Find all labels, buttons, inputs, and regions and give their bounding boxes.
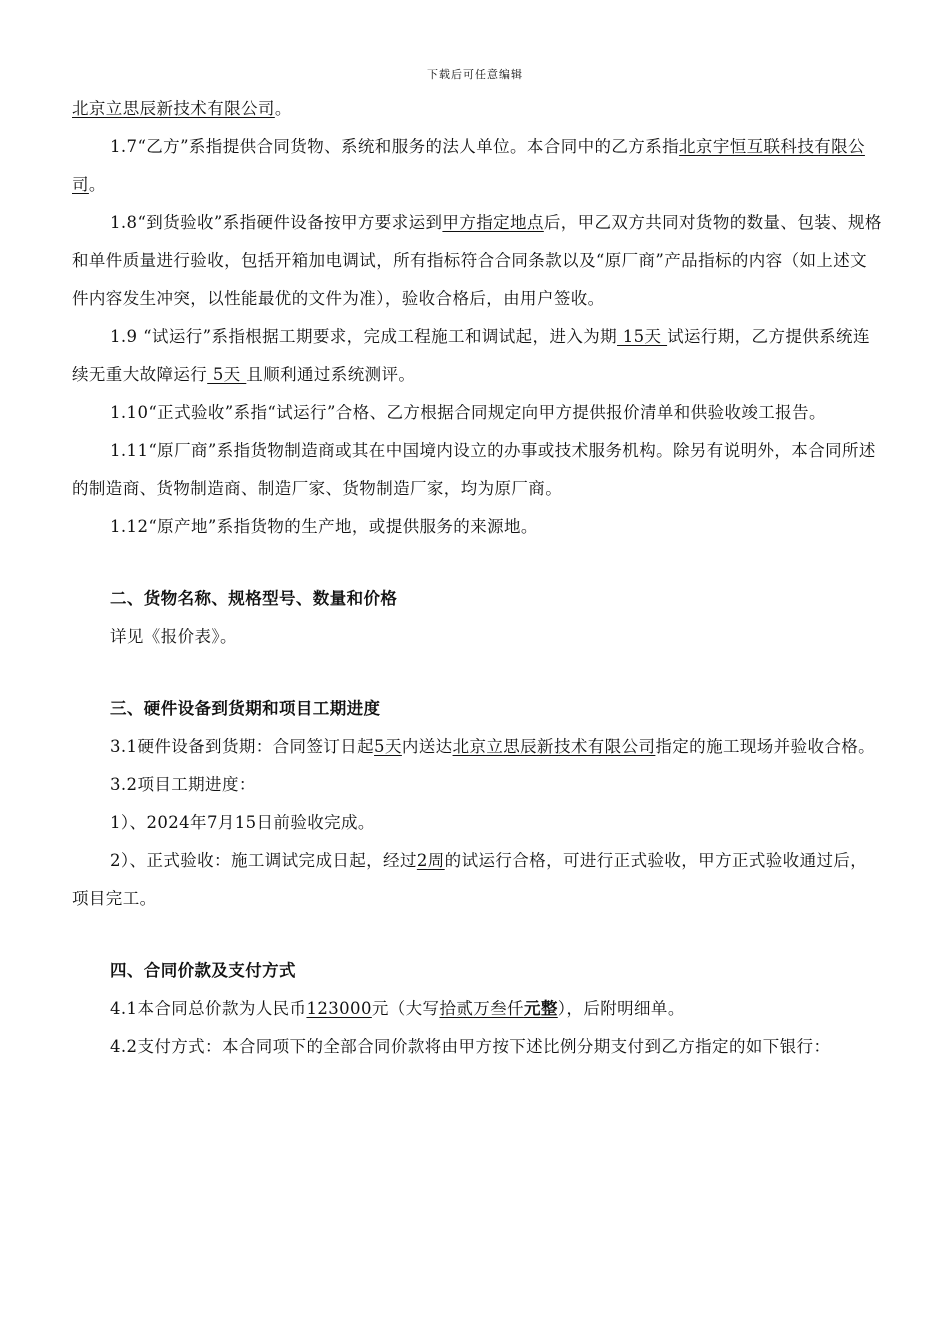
delivery-location: 甲方指定地点 [442,213,544,232]
contract-document [72,90,882,1066]
text: 1.9 “试运行”系指根据工期要求，完成工程施工和调试起，进入为期 [110,327,618,346]
trial-period: 15天 [617,327,668,346]
section-3-title: 三、硬件设备到货期和项目工期进度 [110,699,381,718]
text: ），后附明细单。 [557,999,685,1018]
clause-3-1 [72,728,882,766]
party-a-name: 北京立思辰新技术有限公司 [72,99,275,118]
fault-free-days: 5天 [207,365,247,384]
text: 1.8“到货验收”系指硬件设备按甲方要求运到 [110,213,443,232]
paragraph-party-a-name [72,90,882,128]
section-2-title: 二、货物名称、规格型号、数量和价格 [110,589,398,608]
text: 内送达 [401,737,453,756]
text: 试运行期，乙方提供系统连续无重大故障运行 [72,327,870,384]
clause-3-2-item-1: 1）、2024年7月15日前验收完成。 [110,813,375,832]
clause-1-10: 1.10“正式验收”系指“试运行”合格、乙方根据合同规定向甲方提供报价清单和供验收竣工报告。 [110,403,826,422]
party-a-name: 北京立思辰新技术有限公司 [452,737,656,756]
text: 3.1硬件设备到货期：合同签订日起 [110,737,375,756]
text: 。 [88,175,106,194]
section-2-text: 详见《报价表》。 [110,627,237,646]
trial-weeks: 2周 [416,851,445,870]
text: 。 [274,99,292,118]
delivery-days: 5天 [374,737,402,756]
text: 且顺利通过系统测评。 [246,365,416,384]
text: 2）、正式验收：施工调试完成日起，经过 [110,851,417,870]
clause-1-12: 1.12“原产地”系指货物的生产地，或提供服务的来源地。 [110,517,538,536]
clause-1-11: 1.11“原厂商”系指货物制造商或其在中国境内设立的办事或技术服务机构。除另有说明外，本合同所述的制造商、货物制造商、制造厂家、货物制造厂家，均为原厂商。 [72,441,876,498]
clause-1-9 [72,318,882,394]
text: 后，甲乙双方共同对货物的数量、包装、规格和单件质量进行验收，包括开箱加电调试，所有指标符合合同条款以及“原厂商”产品指标的内容（如上述文件内容发生冲突，以性能最优的文件为准），验收合格后，由用户签收。 [72,213,882,308]
section-4-title: 四、合同价款及支付方式 [110,961,296,980]
clause-3-2: 3.2项目工期进度： [110,775,256,794]
party-b-name: 北京宇恒互联科技有限公司 [72,137,865,194]
clause-4-2: 4.2支付方式：本合同项下的全部合同价款将由甲方按下述比例分期支付到乙方指定的如下银行： [110,1037,831,1056]
clause-3-2-item-2 [72,842,882,918]
page-header: 下载后可任意编辑 [427,68,523,81]
text: 元（大写 [371,999,440,1018]
amount-in-words: 拾贰万叁仟 [439,999,524,1018]
amount-suffix: 元整 [523,999,558,1018]
clause-1-7 [72,128,882,204]
clause-4-1 [72,990,882,1028]
contract-amount: 123000 [306,999,372,1018]
text: 的试运行合格，可进行正式验收，甲方正式验收通过后，项目完工。 [72,851,868,908]
text: 4.1本合同总价款为人民币 [110,999,307,1018]
text: 1.7“乙方”系指提供合同货物、系统和服务的法人单位。本合同中的乙方系指 [110,137,680,156]
text: 指定的施工现场并验收合格。 [655,737,876,756]
clause-1-8 [72,204,882,318]
